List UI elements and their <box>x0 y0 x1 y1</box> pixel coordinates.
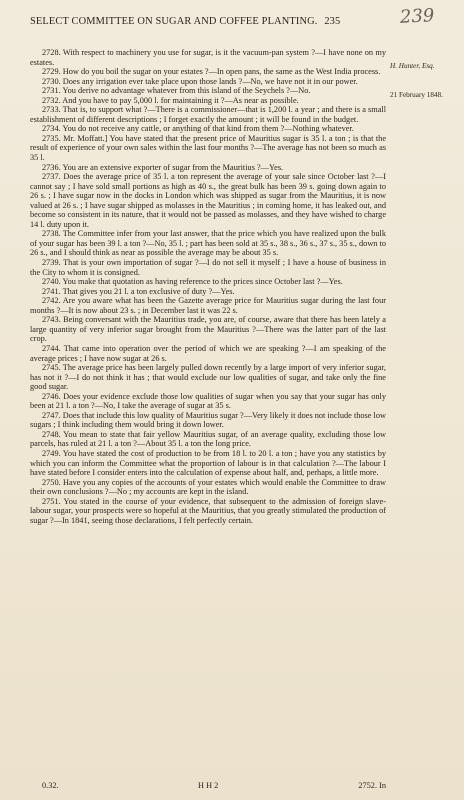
question-answer <box>30 392 386 411</box>
page-header <box>30 16 390 27</box>
question-number: 2747. <box>42 410 61 420</box>
question-text: Have you any copies of the accounts of your estates which would enable the Committee to draw their own conclusions ?—No ; my accounts are kept in the island. <box>30 477 386 497</box>
question-text: The average price has been largely pulled down recently by a large import of very inferior sugar, has not it ?—I do not think it has ; that would exclude our low qualities of sugar, and take only the fine good sugar. <box>30 363 386 392</box>
testimony-body <box>30 48 386 525</box>
question-answer <box>30 411 386 430</box>
question-text: Does any irrigation ever take place upon those lands ?—No, we have not it in our power. <box>62 76 358 86</box>
question-number: 2746. <box>42 391 61 401</box>
question-number: 2737. <box>42 172 61 182</box>
question-answer <box>30 134 386 163</box>
question-text: Does your evidence exclude those low qualities of sugar when you say that your sugar has only been at 21 l. a ton ?—No, I take the average of sugar at 35 s. <box>30 391 386 411</box>
question-number: 2745. <box>42 363 61 373</box>
question-text: You stated in the course of your evidence, that subsequent to the admission of foreign slave-labour sugar, your prospects were so hopeful at the Mauritius, that you greatly stimulated the production of sugar ?—In 1841, seeing those declarations, I felt perfectly certain. <box>30 496 386 525</box>
question-text: You derive no advantage whatever from this island of the Seychels ?—No. <box>62 86 311 96</box>
question-text: Does the average price of 35 l. a ton represent the average of your sale since October last ?—I cannot say ; I have sold small portions as high as 40 s., the great bulk has been 39 s. going down again to 26 s. ; I have sugar now in the docks in London which was shipped as sugar from the Mauritius, it is now valued at 26 s. ; I have sugar shipped as molasses in the Mauritius ; in coming home, it has leaked out, and become so consistent in its nature, that it would not be passed as molasses, and they have wished to charge 14 l. duty upon it. <box>30 172 387 229</box>
handwritten-page-number: 239 <box>399 5 435 28</box>
question-text: You mean to state that fair yellow Mauritius sugar, of an average quality, excluding those low parcels, has ruled at 21 l. a ton ?—About 35 l. a ton the long price. <box>30 429 386 449</box>
margin-date: 21 February 1848. <box>390 91 443 99</box>
question-answer <box>30 449 386 478</box>
question-answer <box>30 86 386 96</box>
footer-signature: H H 2 <box>198 781 219 790</box>
question-number: 2740. <box>42 277 61 287</box>
question-text: You make that quotation as having reference to the prices since October last ?—Yes. <box>62 277 343 287</box>
question-answer <box>30 497 386 526</box>
question-text: You are an extensive exporter of sugar from the Mauritius ?—Yes. <box>62 162 284 172</box>
question-text: You have stated the cost of production to be from 18 l. to 20 l. a ton ; have you any statistics by which you can inform the Committee what the proportion of labour is in that calculation ?—The labour I have stated before I consider enters into the calculation of expense about half, and, perhaps, a little more. <box>30 448 386 478</box>
question-number: 2742. <box>42 296 61 306</box>
question-answer <box>30 315 386 344</box>
question-answer <box>30 163 386 173</box>
question-number: 2738. <box>42 229 61 239</box>
question-number: 2741. <box>42 286 61 296</box>
question-answer <box>30 67 386 77</box>
question-answer <box>30 77 386 87</box>
question-answer <box>30 229 386 258</box>
question-text: You do not receive any cattle, or anything of that kind from them ?—Nothing whatever. <box>62 124 354 134</box>
question-number: 2734. <box>42 124 61 134</box>
question-answer <box>30 258 386 277</box>
question-text: With respect to machinery you use for sugar, is it the vacuum-pan system ?—I have none on my estates. <box>30 48 386 67</box>
question-text: How do you boil the sugar on your estates ?—In open pans, the same as the West India process. <box>62 67 381 77</box>
page-footer <box>30 781 386 793</box>
question-text: That is your own importation of sugar ?—I do not sell it myself ; I have a house of business in the City to whom it is consigned. <box>30 258 386 277</box>
question-text: Mr. Moffatt.] You have stated that the present price of Mauritius sugar is 35 l. a ton ; is that the result of experience of your own sales within the last four months ?—The average has not been so much as 35 l. <box>30 133 386 163</box>
footer-catchword: 2752. In <box>358 781 386 790</box>
question-number: 2744. <box>42 343 61 353</box>
question-number: 2736. <box>42 162 61 172</box>
question-number: 2743. <box>42 315 61 325</box>
footer-code: 0.32. <box>42 781 59 790</box>
question-answer <box>30 287 386 297</box>
question-answer <box>30 96 386 106</box>
question-answer <box>30 344 386 363</box>
question-answer <box>30 478 386 497</box>
question-number: 2730. <box>42 76 61 86</box>
question-text: And you have to pay 5,000 l. for maintaining it ?—As near as possible. <box>62 95 299 105</box>
question-number: 2728. <box>42 48 61 57</box>
question-text: That is, to support what ?—There is a commissioner—that is 1,200 l. a year ; and there is a small establishment of different descriptions ; I forget exactly the amount ; it will be found in the budget. <box>30 105 386 124</box>
question-number: 2733. <box>42 105 61 115</box>
question-text: The Committee infer from your last answer, that the price which you have realized upon the bulk of your sugar has been 39 l. a ton ?—No, 35 l. ; part has been sold at 35 s., 38 s., 36 s., 37 s., 35 s., down to 26 s., and I should think as near as possible the average may be about 35 s. <box>30 229 386 258</box>
question-number: 2748. <box>42 429 61 439</box>
question-number: 2732. <box>42 95 61 105</box>
question-answer <box>30 363 386 392</box>
question-answer <box>30 124 386 134</box>
margin-witness-name: H. Hunter, Esq. <box>390 62 435 70</box>
question-answer <box>30 277 386 287</box>
question-number: 2739. <box>42 258 61 268</box>
question-text: Are you aware what has been the Gazette average price for Mauritius sugar during the last four months ?—It is now about 23 s. ; in December last it was 22 s. <box>30 296 386 315</box>
question-answer <box>30 105 386 124</box>
page-number: 235 <box>324 16 341 27</box>
running-title: SELECT COMMITTEE ON SUGAR AND COFFEE PLANTING. <box>30 16 318 27</box>
question-answer <box>30 172 386 229</box>
question-text: Does that include this low quality of Mauritius sugar ?—Very likely it does not include those low sugars ; I think including them would bring it down lower. <box>30 410 386 430</box>
question-answer <box>30 48 386 67</box>
question-number: 2751. <box>42 496 61 506</box>
question-text: Being conversant with the Mauritius trade, you are, of course, aware that there has been lately a large quantity of very inferior sugar brought from the Mauritius ?—There was the latter part of the last crop. <box>30 315 386 344</box>
question-number: 2729. <box>42 67 61 77</box>
question-number: 2750. <box>42 477 61 487</box>
question-answer <box>30 430 386 449</box>
question-number: 2749. <box>42 448 61 458</box>
question-number: 2735. <box>42 133 61 143</box>
question-answer <box>30 296 386 315</box>
question-text: That gives you 21 l. a ton exclusive of duty ?—Yes. <box>62 286 235 296</box>
question-number: 2731. <box>42 86 61 96</box>
question-text: That came into operation over the period of which we are speaking ?—I am speaking of the average prices ; I have now sugar at 26 s. <box>30 343 386 363</box>
